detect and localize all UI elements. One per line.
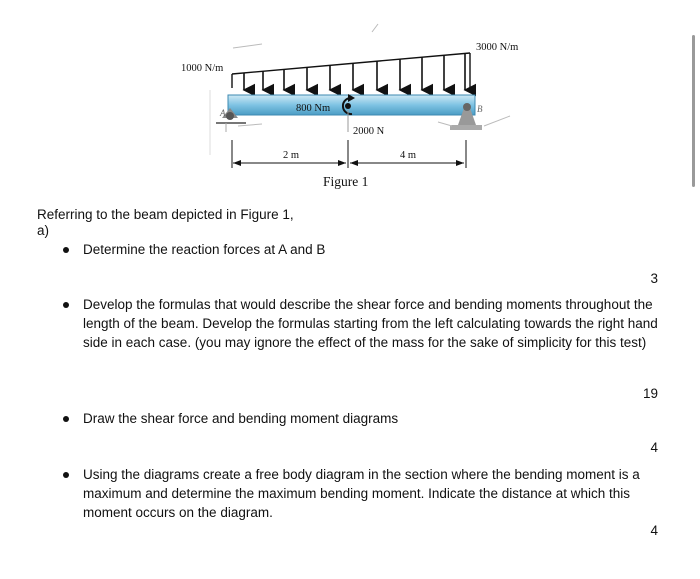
question-item-1: Determine the reaction forces at A and B xyxy=(83,242,326,257)
dimension-line xyxy=(232,140,466,168)
support-b-label: B xyxy=(477,104,483,114)
question-item-2: Develop the formulas that would describe the shear force and bending moments throughout the length of the beam. Develop the formulas starting from the left calculating towards the right hand side in each case. (you may ignore the effect of the mass for the sake of simplicity for this test) xyxy=(83,297,658,350)
support-a-label: A xyxy=(220,108,226,118)
marks-item-1: 3 xyxy=(650,271,658,286)
dim-left-label: 2 m xyxy=(283,150,300,161)
marks-item-2: 19 xyxy=(642,386,658,401)
marks-item-4: 4 xyxy=(650,523,658,538)
figure-caption: Figure 1 xyxy=(323,174,369,189)
bullet xyxy=(63,472,69,478)
question-item-3: Draw the shear force and bending moment diagrams xyxy=(83,411,399,426)
moment-label: 800 Nm xyxy=(296,103,331,114)
bullet xyxy=(63,247,69,253)
bullet xyxy=(63,416,69,422)
bullet xyxy=(63,302,69,308)
beam-figure xyxy=(0,0,700,200)
question-item-4: Using the diagrams create a free body diagram in the section where the bending moment is a maximum and determine the maximum bending moment. Indicate the distance at which this moment occurs on the diagram. xyxy=(83,467,640,520)
dim-right-label: 4 m xyxy=(400,150,417,161)
distributed-load xyxy=(232,53,470,92)
part-label: a) xyxy=(37,223,50,238)
load-left-label: 1000 N/m xyxy=(181,63,224,74)
question-intro: Referring to the beam depicted in Figure 1, xyxy=(37,207,294,222)
point-load-label: 2000 N xyxy=(353,126,385,137)
load-right-label: 3000 N/m xyxy=(476,42,519,53)
scrollbar[interactable] xyxy=(692,35,695,187)
marks-item-3: 4 xyxy=(650,440,658,455)
